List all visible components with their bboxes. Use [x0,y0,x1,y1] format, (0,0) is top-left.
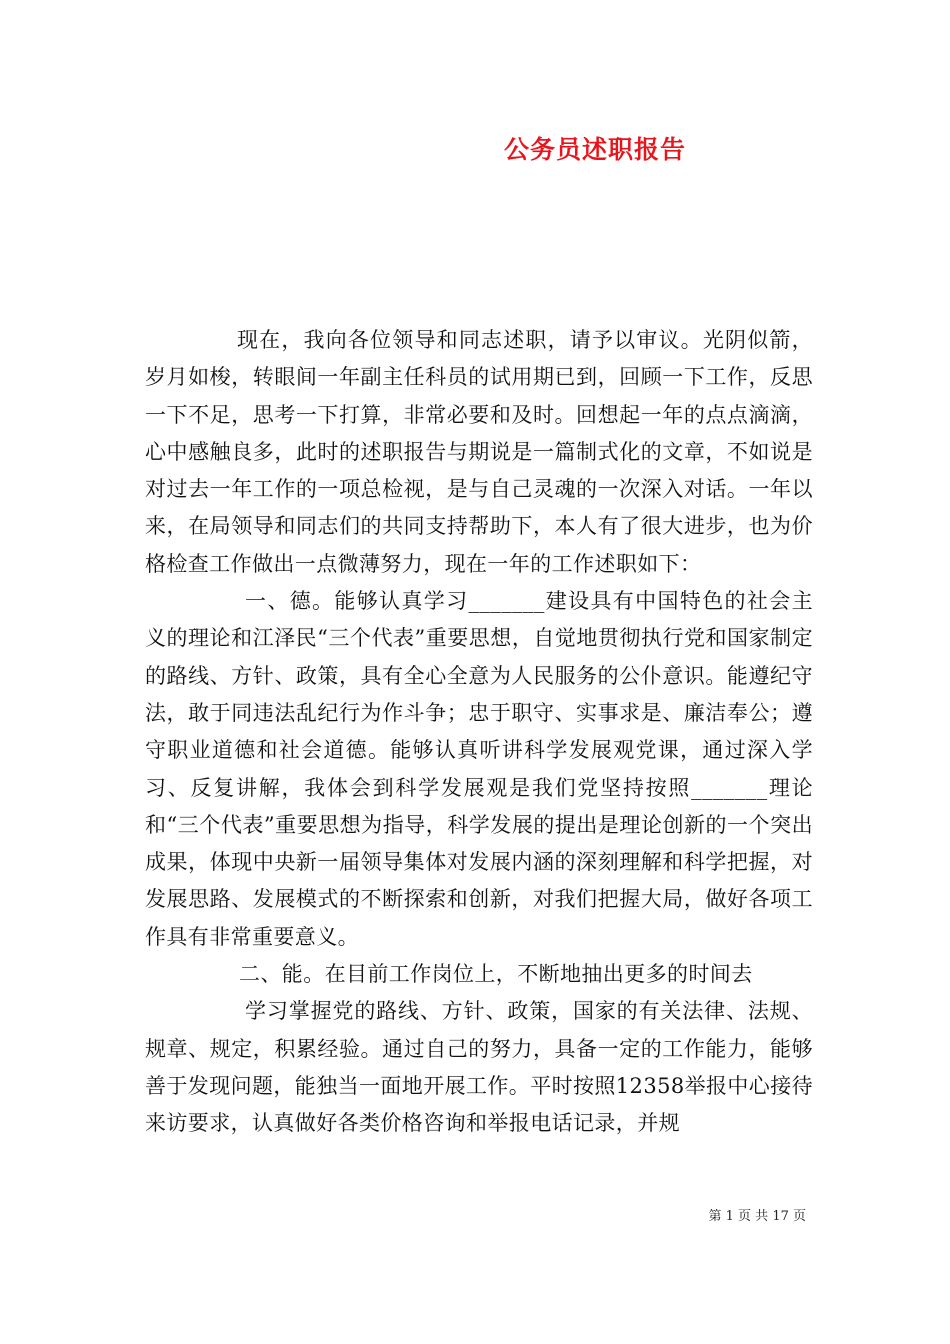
paragraph-ability-body: 学习掌握党的路线、方针、政策，国家的有关法律、法规、规章、规定，积累经验。通过自己的努力，具备一定的工作能力，能够善于发现问题，能独当一面地开展工作。平时按照12358举报中心接待来访要求，认真做好各类价格咨询和举报电话记录，并规 [145,999,814,1136]
paragraph-ability-heading: 二、能。在目前工作岗位上，不断地抽出更多的时间去 [239,962,753,987]
document-title: 公务员述职报告 [503,135,686,164]
paragraph-virtue: 一、德。能够认真学习_______建设具有中国特色的社会主义的理论和江泽民“三个代表”重要思想，自觉地贯彻执行党和国家制定的路线、方针、政策，具有全心全意为人民服务的公仆意识。能遵纪守法，敢于同违法乱纪行为作斗争；忠于职守、实事求是、廉洁奉公；遵守职业道德和社会道德。能够认真听讲科学发展观党课，通过深入学习、反复讲解，我体会到科学发展观是我们党坚持按照_______理论和“三个代表”重要思想为指导，科学发展的提出是理论创新的一个突出成果，体现中央新一届领导集体对发展内涵的深刻理解和科学把握，对发展思路、发展模式的不断探索和创新，对我们把握大局，做好各项工作具有非常重要意义。 [145,589,813,949]
paragraph-intro: 现在，我向各位领导和同志述职，请予以审议。光阴似箭，岁月如梭，转眼间一年副主任科员的试用期已到，回顾一下工作，反思一下不足，思考一下打算，非常必要和及时。回想起一年的点点滴滴，心中感触良多，此时的述职报告与期说是一篇制式化的文章，不如说是对过去一年工作的一项总检视，是与自己灵魂的一次深入对话。一年以来，在局领导和同志们的共同支持帮助下，本人有了很大进步，也为价格检查工作做出一点微薄努力，现在一年的工作述职如下： [145,328,813,576]
page-number: 第 1 页 共 17 页 [708,1209,806,1224]
document-body [145,322,813,1143]
